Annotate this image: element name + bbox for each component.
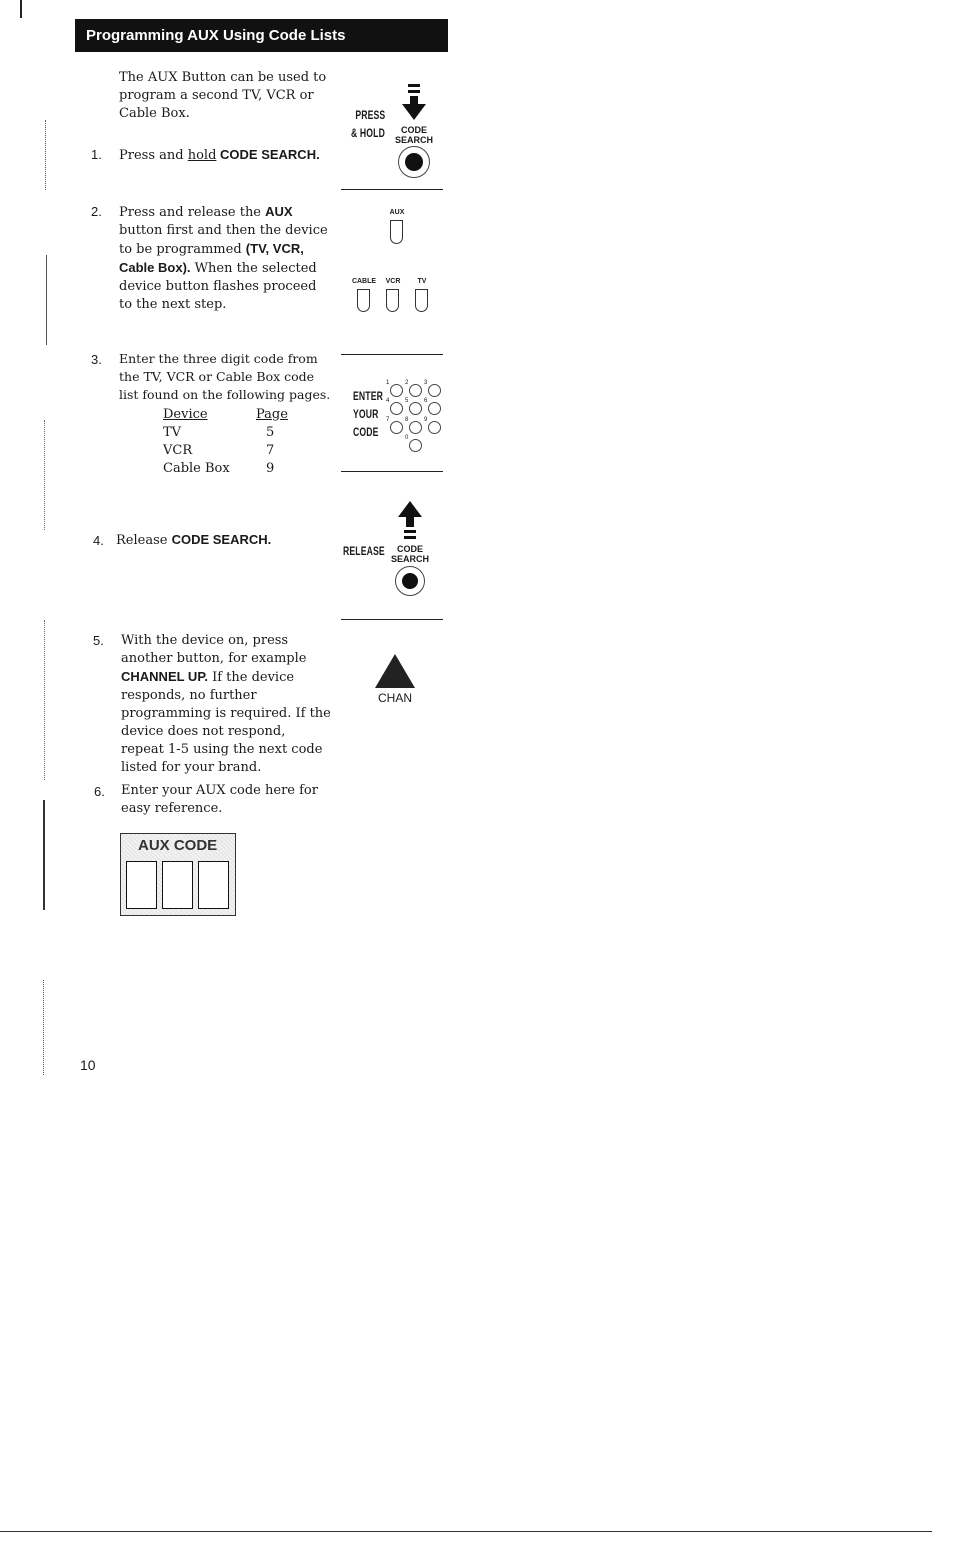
keypad-key-icon <box>409 402 422 415</box>
divider <box>341 189 443 190</box>
step-5-text: With the device on, press another button, for example CHANNEL UP. If the device responds, no further programming is required. If the device does not respond, repeat 1-5 using the next code listed for your brand. <box>121 633 331 775</box>
step-4-text: Release CODE SEARCH. <box>116 532 272 548</box>
binding-mark <box>46 255 48 345</box>
binding-mark <box>44 620 46 780</box>
step-number: 6. <box>94 784 105 799</box>
cable-key-icon <box>357 289 370 312</box>
keypad-key-icon <box>390 384 403 397</box>
keypad-key-icon <box>428 421 441 434</box>
arrow-down-icon <box>399 82 429 122</box>
step-number: 1. <box>91 147 102 162</box>
aux-code-digit-box[interactable] <box>198 861 229 909</box>
step-2-text: Press and release the AUX button first and then the device to be programmed (TV, VCR, Cable Box). When the selected device button flashes proceed to the next step. <box>119 204 328 312</box>
device-page-table <box>163 405 288 477</box>
column-header: Device <box>163 406 208 422</box>
vcr-key-icon <box>386 289 399 312</box>
keypad-key-icon <box>428 402 441 415</box>
release-label: RELEASE <box>343 544 385 558</box>
aux-code-digit-box[interactable] <box>162 861 193 909</box>
section-header: Programming AUX Using Code Lists <box>75 19 448 52</box>
aux-code-box <box>120 833 236 916</box>
page-number: 10 <box>80 1057 96 1073</box>
aux-key-label: AUX <box>389 209 405 216</box>
cable-key-label: CABLE <box>351 278 377 285</box>
step-6-text: Enter your AUX code here for easy reference. <box>121 783 318 816</box>
step-number: 5. <box>93 633 104 648</box>
aux-code-digit-box[interactable] <box>126 861 157 909</box>
code-search-button-icon <box>395 566 425 596</box>
binding-mark <box>43 800 45 910</box>
bottom-rule <box>0 1531 932 1532</box>
table-row: Cable Box 9 <box>163 460 275 476</box>
table-header-row <box>163 405 288 423</box>
aux-key-icon <box>390 220 403 244</box>
binding-mark <box>43 980 45 1075</box>
step-number: 4. <box>93 533 104 548</box>
intro-text: The AUX Button can be used to program a second TV, VCR or Cable Box. <box>119 70 327 121</box>
divider <box>341 619 443 620</box>
step-3-text: Enter the three digit code from the TV, VCR or Cable Box code list found on the following pages. <box>119 351 331 402</box>
keypad-key-icon <box>390 402 403 415</box>
binding-mark <box>45 120 47 190</box>
code-search-button-icon <box>398 146 430 178</box>
step-number: 3. <box>91 352 102 367</box>
divider <box>341 471 443 472</box>
tv-key-icon <box>415 289 428 312</box>
keypad-key-icon <box>409 439 422 452</box>
keypad-key-icon <box>409 384 422 397</box>
arrow-up-icon <box>395 499 425 541</box>
aux-code-title: AUX CODE <box>138 837 218 854</box>
divider <box>341 354 443 355</box>
binding-mark <box>44 420 46 530</box>
keypad-icon: 1 2 3 4 5 6 7 8 9 0 <box>385 377 445 457</box>
press-hold-label: PRESS & HOLD <box>351 108 386 140</box>
step-number: 2. <box>91 204 102 219</box>
code-search-label: CODE SEARCH <box>394 125 433 145</box>
vcr-key-label: VCR <box>385 278 401 285</box>
keypad-key-icon <box>390 421 403 434</box>
keypad-key-icon <box>428 384 441 397</box>
column-header: Page <box>256 406 288 422</box>
chan-label: CHAN <box>378 691 413 705</box>
channel-up-icon <box>373 652 417 690</box>
binding-mark <box>20 0 22 18</box>
step-1-text: Press and hold CODE SEARCH. <box>119 147 320 163</box>
keypad-key-icon <box>409 421 422 434</box>
tv-key-label: TV <box>417 278 427 285</box>
table-row: VCR 7 <box>163 442 275 458</box>
table-row: TV 5 <box>163 424 275 440</box>
code-search-label: CODE SEARCH <box>390 544 429 564</box>
enter-code-label: ENTER YOUR CODE <box>353 389 384 439</box>
